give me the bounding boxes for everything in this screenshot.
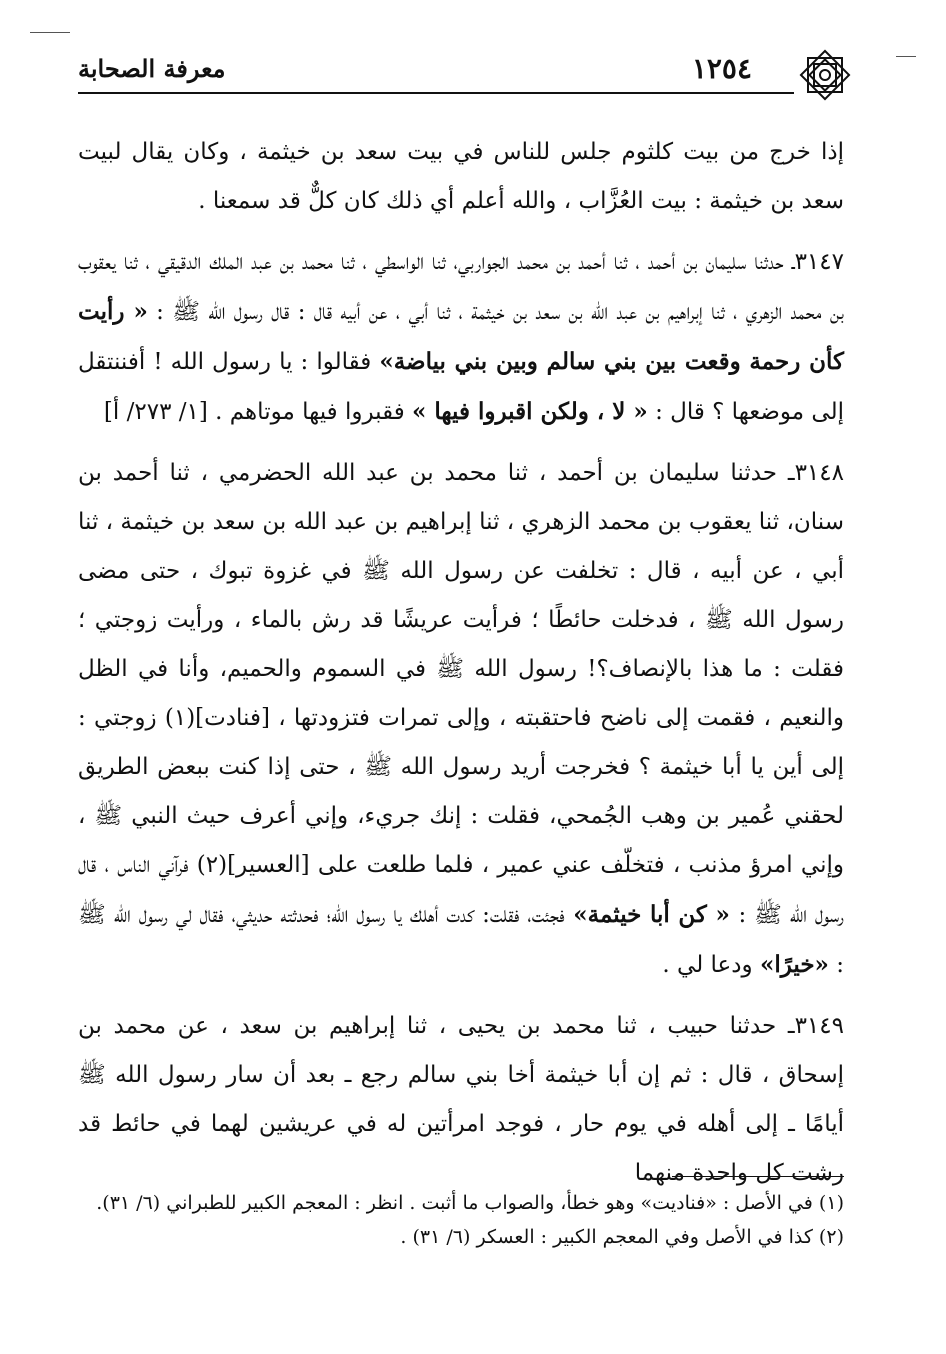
main-text (78, 128, 844, 1198)
paragraph-text: ٣١٤٨ـ حدثنا سليمان بن أحمد ، ثنا محمد بن عبد الله الحضرمي ، ثنا أحمد بن سنان، ثنا يعقوب بن محمد الزهري ، ثنا إبراهيم بن عبد الله بن سعد بن خيثمة ، ثنا أبي ، عن أبيه ، قال : تخلفت عن رسول الله ﷺ في غزوة تبوك ، حتى مضى رسول الله ﷺ ، فدخلت حائطًا ؛ فرأيت عريشًا قد رش بالماء ، ورأيت زوجتي ؛ فقلت : ما هذا بالإنصاف؟! رسول الله ﷺ في السموم والحميم، وأنا في الظل والنعيم ، فقمت إلى ناضح فاحتقبته ، وإلى تمرات فتزودتها ، [فنادت](١) زوجتي : إلى أين يا أبا خيثمة ؟ فخرجت أريد رسول الله ﷺ ، حتى إذا كنت ببعض الطريق لحقني عُمير بن وهب الجُمحي، فقلت : إنك جريء، وإني أعرف حيث النبي ﷺ ، وإني امرؤ مذنب ، فتخلّف عني عمير ، فلما طلعت على [العسير](٢) فرآني الناس ، قال رسول الله ﷺ : (78, 460, 845, 928)
quoted-saying: «خيرًا» (759, 951, 829, 978)
paragraph-text: فقالوا : يا رسول الله ! أفننتقل إلى موضعها ؟ قال : (78, 349, 844, 425)
scan-edge-mark (896, 56, 916, 57)
quoted-saying: « كن أبا خيثمة» (564, 901, 739, 928)
paragraph-hadith-3148 (78, 449, 844, 990)
footnote-1: (١) في الأصل : «فناديت» وهو خطأ، والصواب ما أثبت . انظر : المعجم الكبير للطبراني (٦/ ٣١). (96, 1192, 844, 1214)
page-number: ١٢٥٤ (691, 52, 752, 85)
page-header (78, 52, 844, 88)
header-rule (78, 92, 794, 94)
paragraph-text: فجئت، فقلت: كدت أهلك يا رسول الله؛ فحدثته حديثي، فقال لي رسول الله ﷺ : (78, 902, 844, 978)
footnotes (78, 1186, 844, 1254)
ornament-star-icon (794, 44, 856, 106)
footnote-rule (672, 1176, 844, 1177)
scan-edge-mark (30, 32, 70, 33)
paragraph-hadith-3147 (78, 238, 844, 437)
paragraph: إذا خرج من بيت كلثوم جلس للناس في بيت سعد بن خيثمة ، وكان يقال لبيت سعد بن خيثمة : بيت العُزَّاب ، والله أعلم أي ذلك كان كلٌّ قد سمعنا . (78, 139, 844, 214)
paragraph-text: ودعا لي . (662, 952, 760, 978)
paragraph-text: ٣١٤٧ـ حدثنا سليمان بن أحمد ، ثنا أحمد بن محمد الجواربي، ثنا الواسطي ، ثنا محمد بن عبد الملك الدقيقي ، ثنا يعقوب بن محمد الزهري ، ثنا إبراهيم بن عبد الله بن سعد بن خيثمة ، ثنا أبي ، عن أبيه قال : قال رسول الله ﷺ : (78, 249, 845, 325)
paragraph-hadith-3149: ٣١٤٩ـ حدثنا حبيب ، ثنا محمد بن يحيى ، ثنا إبراهيم بن سعد ، عن محمد بن إسحاق ، قال : ثم إن أبا خيثمة أخا بني سالم رجع ـ بعد أن سار رسول الله ﷺ أيامًا ـ إلى أهله في يوم حار ، فوجد امرأتين له في عريشين لهما في حائط قد رشت كل واحدة منهما (78, 1013, 844, 1186)
running-title: معرفة الصحابة (78, 54, 226, 83)
paragraph-text: فقبروا فيها موتاهم . [١/ ٢٧٣/ أ] (103, 399, 413, 425)
footnote-2: (٢) كذا في الأصل وفي المعجم الكبير : العسكر (٦/ ٣١) . (400, 1226, 844, 1248)
quoted-saying: « لا ، ولكن اقبروا فيها » (412, 398, 648, 425)
quoted-saying: « رأيت كأن رحمة وقعت بين بني سالم وبين بني بياضة» (78, 298, 844, 375)
